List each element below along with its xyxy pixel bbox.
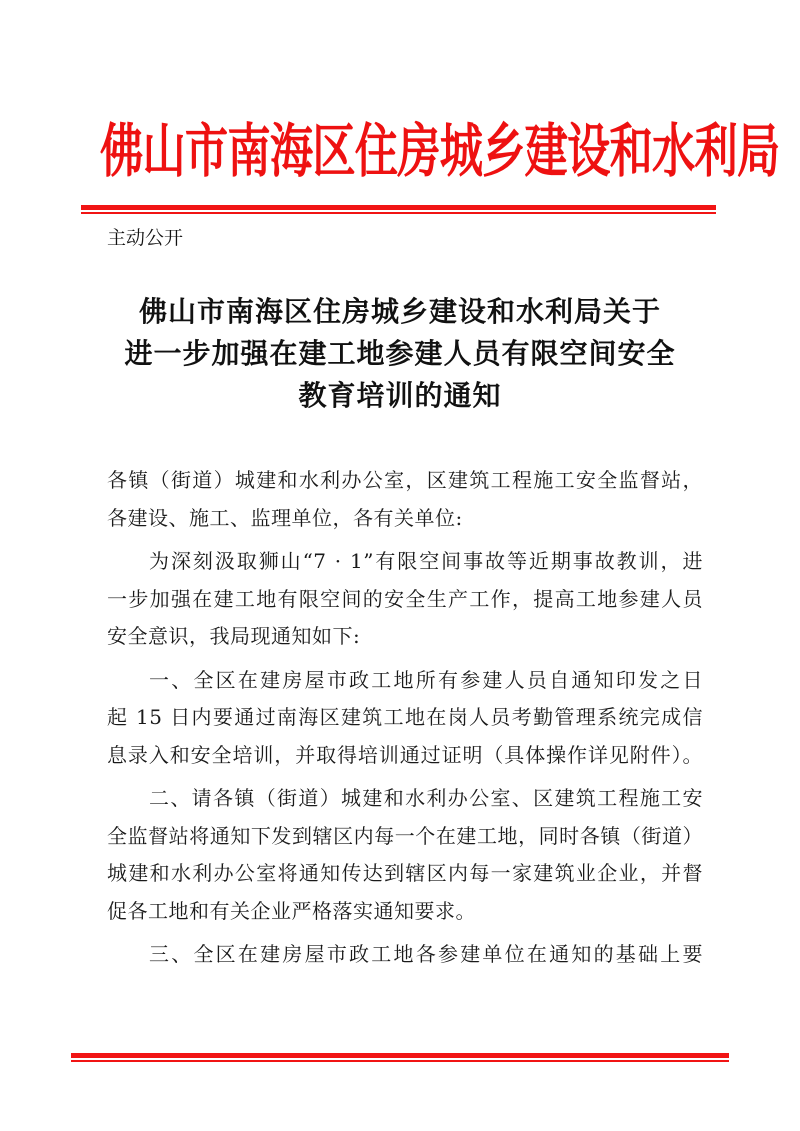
- title-line: 佛山市南海区住房城乡建设和水利局关于: [138, 295, 661, 328]
- text-line: 各镇（街道）城建和水利办公室，区建筑工程施工安全监督站，: [107, 468, 703, 492]
- masthead: [100, 117, 780, 185]
- text-line: 各建设、施工、监理单位，各有关单位:: [107, 505, 463, 530]
- text-line: 一、全区在建房屋市政工地所有参建人员自通知印发之日: [149, 667, 703, 692]
- title-line: 进一步加强在建工地参建人员有限空间安全: [124, 337, 676, 370]
- text-line: 安全意识，我局现通知如下:: [107, 624, 361, 648]
- document-title: [100, 291, 700, 417]
- salutation: [107, 462, 703, 537]
- text-line: 二、请各镇（街道）城建和水利办公室、区建筑工程施工安: [149, 786, 703, 810]
- text-line: 一步加强在建工地有限空间的安全生产工作，提高工地参建人员: [107, 586, 703, 611]
- intro-paragraph: [107, 543, 703, 656]
- rule-thin-line: [81, 212, 716, 214]
- disclosure-label: 主动公开: [107, 227, 184, 249]
- text-line: 息录入和安全培训，并取得培训通过证明（具体操作详见附件）。: [107, 742, 703, 767]
- issuer-name: 佛山市南海区住房城乡建设和水利局: [100, 117, 780, 185]
- rule-thin-line: [71, 1060, 729, 1062]
- title-line: 教育培训的通知: [298, 379, 502, 412]
- text-line: 三、全区在建房屋市政工地各参建单位在通知的基础上要: [149, 942, 703, 966]
- text-line: 为深刻汲取狮山“7 · 1”有限空间事故等近期事故教训，进: [149, 549, 703, 573]
- document-body: [107, 462, 703, 974]
- text-line: 促各工地和有关企业严格落实通知要求。: [107, 898, 476, 923]
- text-line: 城建和水利办公室将通知传达到辖区内每一家建筑业企业，并督: [107, 861, 703, 885]
- bottom-red-rule: [71, 1053, 729, 1062]
- top-red-rule: [81, 205, 716, 214]
- text-line: 起 15 日内要通过南海区建筑工地在岗人员考勤管理系统完成信: [107, 705, 703, 729]
- item-1-paragraph: [107, 662, 703, 775]
- item-3-paragraph: [107, 936, 703, 974]
- text-line: 全监督站将通知下发到辖区内每一个在建工地，同时各镇（街道）: [107, 823, 703, 848]
- item-2-paragraph: [107, 780, 703, 930]
